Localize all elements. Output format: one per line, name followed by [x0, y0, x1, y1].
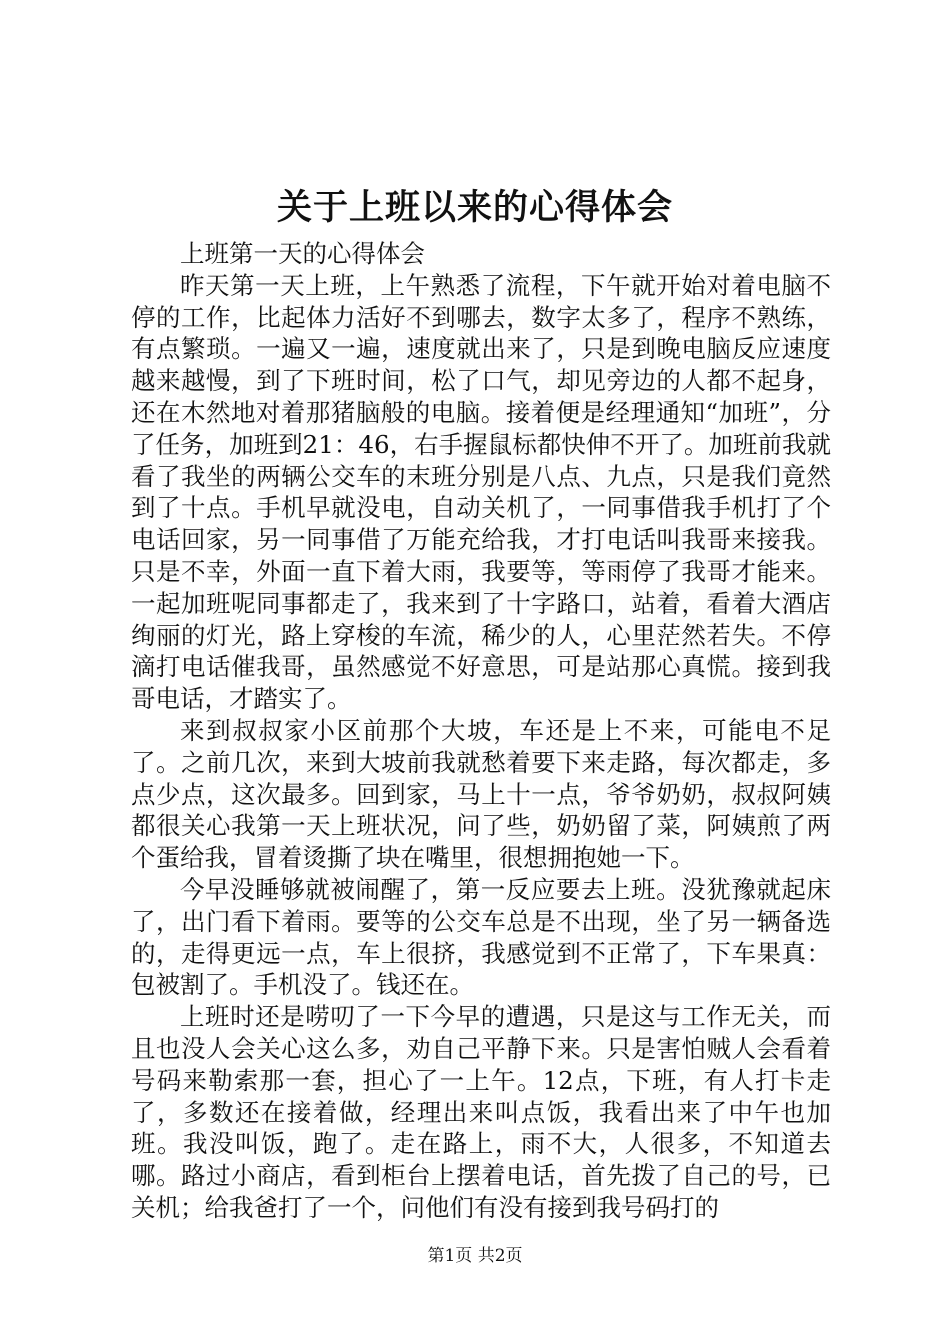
document-title: 关于上班以来的心得体会 — [276, 187, 673, 228]
paragraph-subtitle: 上班第一天的心得体会 — [180, 239, 425, 268]
paragraph: 昨天第一天上班，上午熟悉了流程，下午就开始对着电脑不停的工作，比起体力活好不到哪去，数字太多了，程序不熟练，有点繁琐。一遍又一遍，速度就出来了，只是到晚电脑反应速度越来越慢，到了下班时间，松了口气，却见旁边的人都不起身，还在木然地对着那猪脑般的电脑。接着便是经理通知“加班”，分了任务，加班到21：46，右手握鼠标都快伸不开了。加班前我就看了我坐的两辆公交车的末班分别是八点、九点，只是我们竟然到了十点。手机早就没电，自动关机了，一同事借我手机打了个电话回家，另一同事借了万能充给我，才打电话叫我哥来接我。只是不幸，外面一直下着大雨，我要等，等雨停了我哥才能来。一起加班呢同事都走了，我来到了十字路口，站着，看着大酒店绚丽的灯光，路上穿梭的车流，稀少的人，心里茫然若失。不停滴打电话催我哥，虽然感觉不好意思，可是站那心真慌。接到我哥电话，才踏实了。 — [131, 270, 831, 714]
document-body — [131, 238, 831, 1224]
paragraph: 今早没睡够就被闹醒了，第一反应要去上班。没犹豫就起床了，出门看下着雨。要等的公交车总是不出现，坐了另一辆备选的，走得更远一点，车上很挤，我感觉到不正常了，下车果真：包被割了。手机没了。钱还在。 — [131, 874, 831, 1000]
paragraph: 来到叔叔家小区前那个大坡，车还是上不来，可能电不足了。之前几次，来到大坡前我就愁着要下来走路，每次都走，多点少点，这次最多。回到家，马上十一点，爷爷奶奶，叔叔阿姨都很关心我第一天上班状况，问了些，奶奶留了菜，阿姨煎了两个蛋给我，冒着烫撕了块在嘴里，很想拥抱她一下。 — [131, 715, 831, 873]
paragraph: 上班时还是唠叨了一下今早的遭遇，只是这与工作无关，而且也没人会关心这么多，劝自己平静下来。只是害怕贼人会看着号码来勒索那一套，担心了一上午。12点，下班，有人打卡走了，多数还在接着做，经理出来叫点饭，我看出来了中午也加班。我没叫饭，跑了。走在路上，雨不大，人很多，不知道去哪。路过小商店，看到柜台上摆着电话，首先拨了自己的号，已关机；给我爸打了一个，问他们有没有接到我号码打的 — [131, 1002, 831, 1222]
page-number-footer: 第1页 共2页 — [427, 1246, 523, 1266]
